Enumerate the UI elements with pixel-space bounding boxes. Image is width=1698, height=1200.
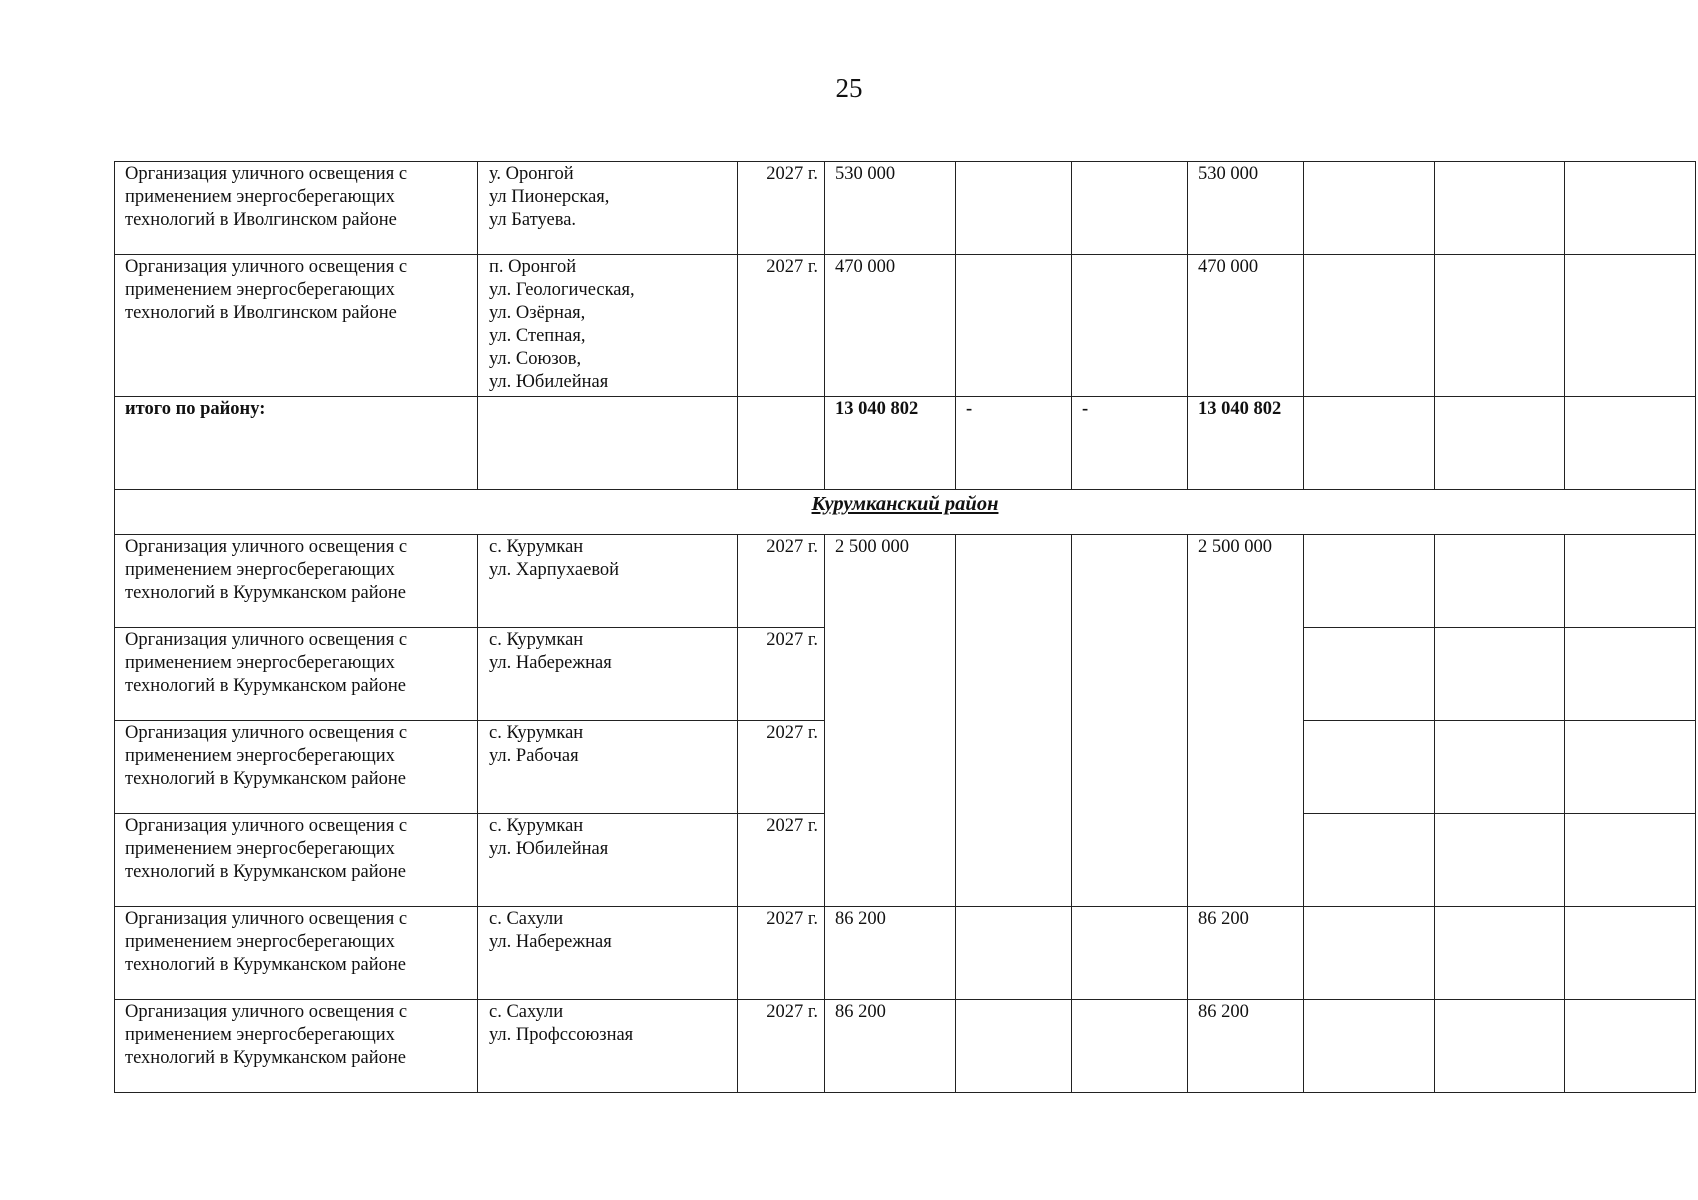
amount-col7: 2 500 000: [1198, 537, 1272, 557]
location: с. Курумкан ул. Рабочая: [489, 723, 584, 766]
location: с. Сахули ул. Профссоюзная: [489, 1002, 634, 1045]
table-row: [115, 255, 1696, 397]
table-row: [115, 1000, 1696, 1093]
empty-cell: [738, 397, 825, 490]
amount-col7: 86 200: [1198, 1002, 1249, 1022]
empty-cell: [1565, 814, 1696, 907]
empty-cell: [1565, 162, 1696, 255]
subtotal-row: [115, 397, 1696, 490]
location: с. Курумкан ул. Харпухаевой: [489, 537, 620, 580]
empty-cell: [1304, 397, 1435, 490]
subtotal-total: 13 040 802: [835, 399, 919, 419]
total-amount: 470 000: [835, 257, 896, 277]
funding-table: [114, 161, 1696, 1093]
page-number: 25: [835, 73, 863, 103]
empty-cell: [1304, 907, 1435, 1000]
empty-cell: [956, 1000, 1072, 1093]
total-amount: 2 500 000: [835, 537, 909, 557]
empty-cell: [1072, 1000, 1188, 1093]
measure-name: Организация уличного освещения с применением энергосберегающих технологий в Иволгинском районе: [125, 257, 408, 323]
amount-col7: 530 000: [1198, 164, 1259, 184]
year: 2027 г.: [766, 723, 818, 743]
location: с. Сахули ул. Набережная: [489, 909, 612, 952]
empty-cell: [1565, 1000, 1696, 1093]
empty-cell: [1565, 907, 1696, 1000]
empty-cell: [1565, 397, 1696, 490]
year: 2027 г.: [766, 909, 818, 929]
total-amount: 86 200: [835, 909, 886, 929]
empty-cell: [1435, 814, 1565, 907]
measure-name: Организация уличного освещения с применением энергосберегающих технологий в Курумканском районе: [125, 909, 408, 975]
empty-cell: [1435, 907, 1565, 1000]
location: с. Курумкан ул. Юбилейная: [489, 816, 609, 859]
location: у. Оронгой ул Пионерская, ул Батуева.: [489, 164, 610, 230]
district-header: Курумканский район: [811, 493, 999, 515]
amount-col5: [956, 162, 1071, 163]
empty-cell: [1435, 255, 1565, 397]
measure-name: Организация уличного освещения с применением энергосберегающих технологий в Курумканском районе: [125, 723, 408, 789]
year: 2027 г.: [766, 257, 818, 277]
empty-cell: [1435, 721, 1565, 814]
empty-cell: [1565, 255, 1696, 397]
empty-cell: [1435, 397, 1565, 490]
empty-cell: [1435, 1000, 1565, 1093]
measure-name: Организация уличного освещения с применением энергосберегающих технологий в Курумканском районе: [125, 1002, 408, 1068]
empty-cell: [1072, 907, 1188, 1000]
empty-cell: [1304, 721, 1435, 814]
year: 2027 г.: [766, 630, 818, 650]
empty-cell: [1304, 535, 1435, 628]
year: 2027 г.: [766, 164, 818, 184]
empty-cell: [1304, 162, 1435, 255]
table-row: [115, 535, 1696, 628]
subtotal-col5: -: [966, 399, 973, 419]
measure-name: Организация уличного освещения с применением энергосберегающих технологий в Курумканском районе: [125, 816, 408, 882]
empty-cell: [1304, 814, 1435, 907]
empty-cell: [1304, 628, 1435, 721]
location: с. Курумкан ул. Набережная: [489, 630, 612, 673]
empty-cell: [478, 397, 738, 490]
subtotal-col6: -: [1082, 399, 1089, 419]
empty-cell: [1435, 162, 1565, 255]
location: п. Оронгой ул. Геологическая, ул. Озёрная, ул. Степная, ул. Союзов, ул. Юбилейная: [489, 257, 635, 392]
subtotal-col7: 13 040 802: [1198, 399, 1282, 419]
year: 2027 г.: [766, 1002, 818, 1022]
empty-cell: [1304, 1000, 1435, 1093]
total-amount: 530 000: [835, 164, 896, 184]
year: 2027 г.: [766, 537, 818, 557]
amount-col6: [1072, 255, 1187, 256]
amount-col7: 86 200: [1198, 909, 1249, 929]
table-row: [115, 907, 1696, 1000]
empty-cell: [1072, 535, 1188, 907]
table-row: [115, 162, 1696, 255]
empty-cell: [1565, 721, 1696, 814]
measure-name: Организация уличного освещения с применением энергосберегающих технологий в Иволгинском районе: [125, 164, 408, 230]
empty-cell: [1435, 535, 1565, 628]
empty-cell: [1435, 628, 1565, 721]
district-header-row: [115, 490, 1696, 535]
empty-cell: [1565, 535, 1696, 628]
empty-cell: [1565, 628, 1696, 721]
amount-col5: [956, 255, 1071, 256]
empty-cell: [1304, 255, 1435, 397]
amount-col7: 470 000: [1198, 257, 1259, 277]
subtotal-label: итого по району:: [125, 399, 266, 419]
empty-cell: [956, 907, 1072, 1000]
measure-name: Организация уличного освещения с применением энергосберегающих технологий в Курумканском районе: [125, 537, 408, 603]
measure-name: Организация уличного освещения с применением энергосберегающих технологий в Курумканском районе: [125, 630, 408, 696]
empty-cell: [956, 535, 1072, 907]
amount-col6: [1072, 162, 1187, 163]
total-amount: 86 200: [835, 1002, 886, 1022]
year: 2027 г.: [766, 816, 818, 836]
